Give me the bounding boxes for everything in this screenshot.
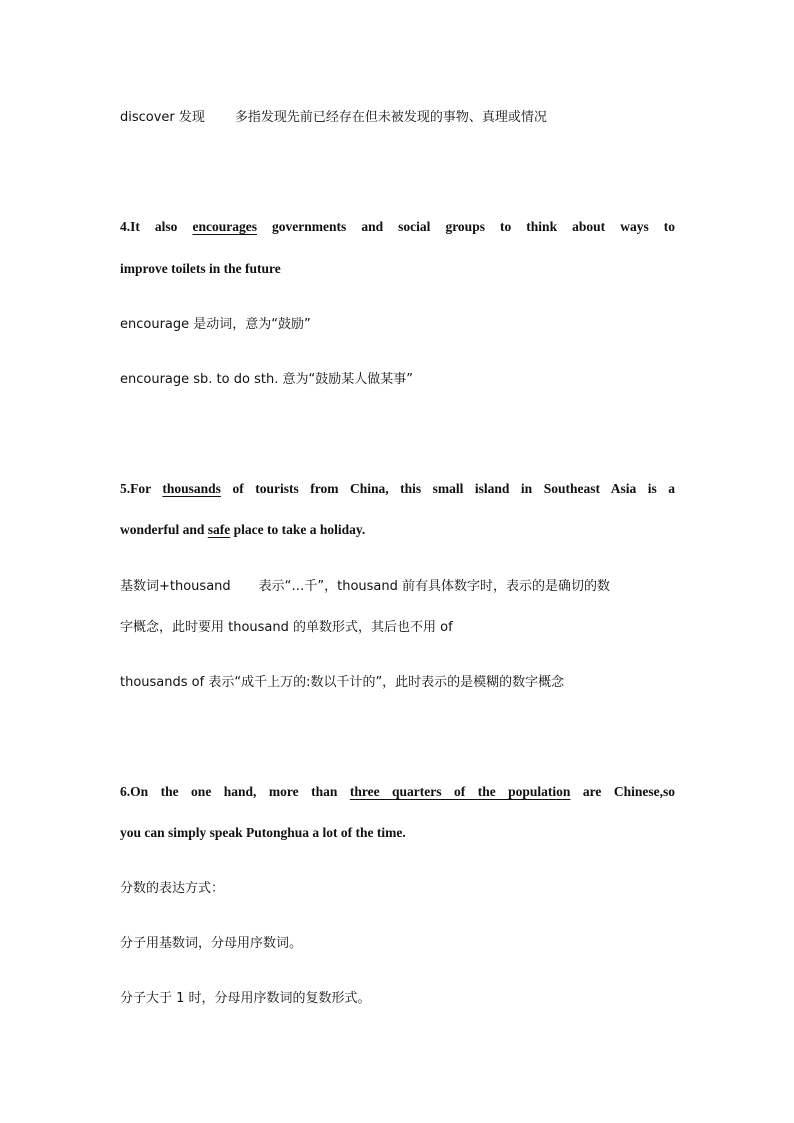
note-fraction-heading: 分数的表达方式： — [120, 881, 225, 896]
underlined-keyword: three quarters of the population — [349, 784, 571, 799]
sentence-4-line-2: improve toilets in the future — [120, 261, 281, 276]
sentence-text: 6.On the one hand, more than — [120, 784, 350, 799]
sentence-text: of tourists from China, this small island in Southeast Asia is a — [220, 481, 675, 496]
underlined-keyword: safe — [207, 522, 231, 537]
underlined-keyword: thousands — [162, 481, 221, 496]
underlined-keyword: encourages — [192, 219, 257, 234]
sentence-text: wonderful and — [120, 522, 208, 537]
note-thousand-1 — [120, 577, 675, 597]
sentence-text: 5.For — [120, 481, 163, 496]
note-term: discover 发现 — [120, 110, 205, 125]
note-encourage-2: encourage sb. to do sth. 意为“鼓励某人做某事” — [120, 372, 413, 387]
note-explanation: 多指发现先前已经存在但未被发现的事物、真理或情况 — [234, 110, 547, 125]
sentence-6-line-1 — [120, 782, 675, 802]
sentence-text: place to take a holiday. — [230, 522, 366, 537]
note-fraction-rule-1: 分子用基数词，分母用序数词。 — [120, 936, 303, 951]
note-fraction-rule-2: 分子大于 1 时，分母用序数词的复数形式。 — [120, 991, 371, 1006]
note-explanation: 表示“…千”，thousand 前有具体数字时，表示的是确切的数 — [258, 579, 611, 594]
sentence-4-line-1 — [120, 217, 675, 237]
note-term: 基数词+thousand — [120, 579, 231, 594]
sentence-5-line-1 — [120, 479, 675, 499]
sentence-5-line-2 — [120, 520, 675, 540]
sentence-6-line-2: you can simply speak Putonghua a lot of the time. — [120, 825, 406, 840]
sentence-text: governments and social groups to think about ways to — [256, 219, 675, 234]
note-thousand-2: 字概念，此时要用 thousand 的单数形式，其后也不用 of — [120, 620, 453, 635]
note-discover — [120, 108, 675, 128]
sentence-text: 4.It also — [120, 219, 193, 234]
note-encourage-1: encourage 是动词，意为“鼓励” — [120, 317, 311, 332]
note-thousands: thousands of 表示“成千上万的:数以千计的”，此时表示的是模糊的数字概念 — [120, 675, 565, 690]
sentence-text: are Chinese,so — [570, 784, 676, 799]
